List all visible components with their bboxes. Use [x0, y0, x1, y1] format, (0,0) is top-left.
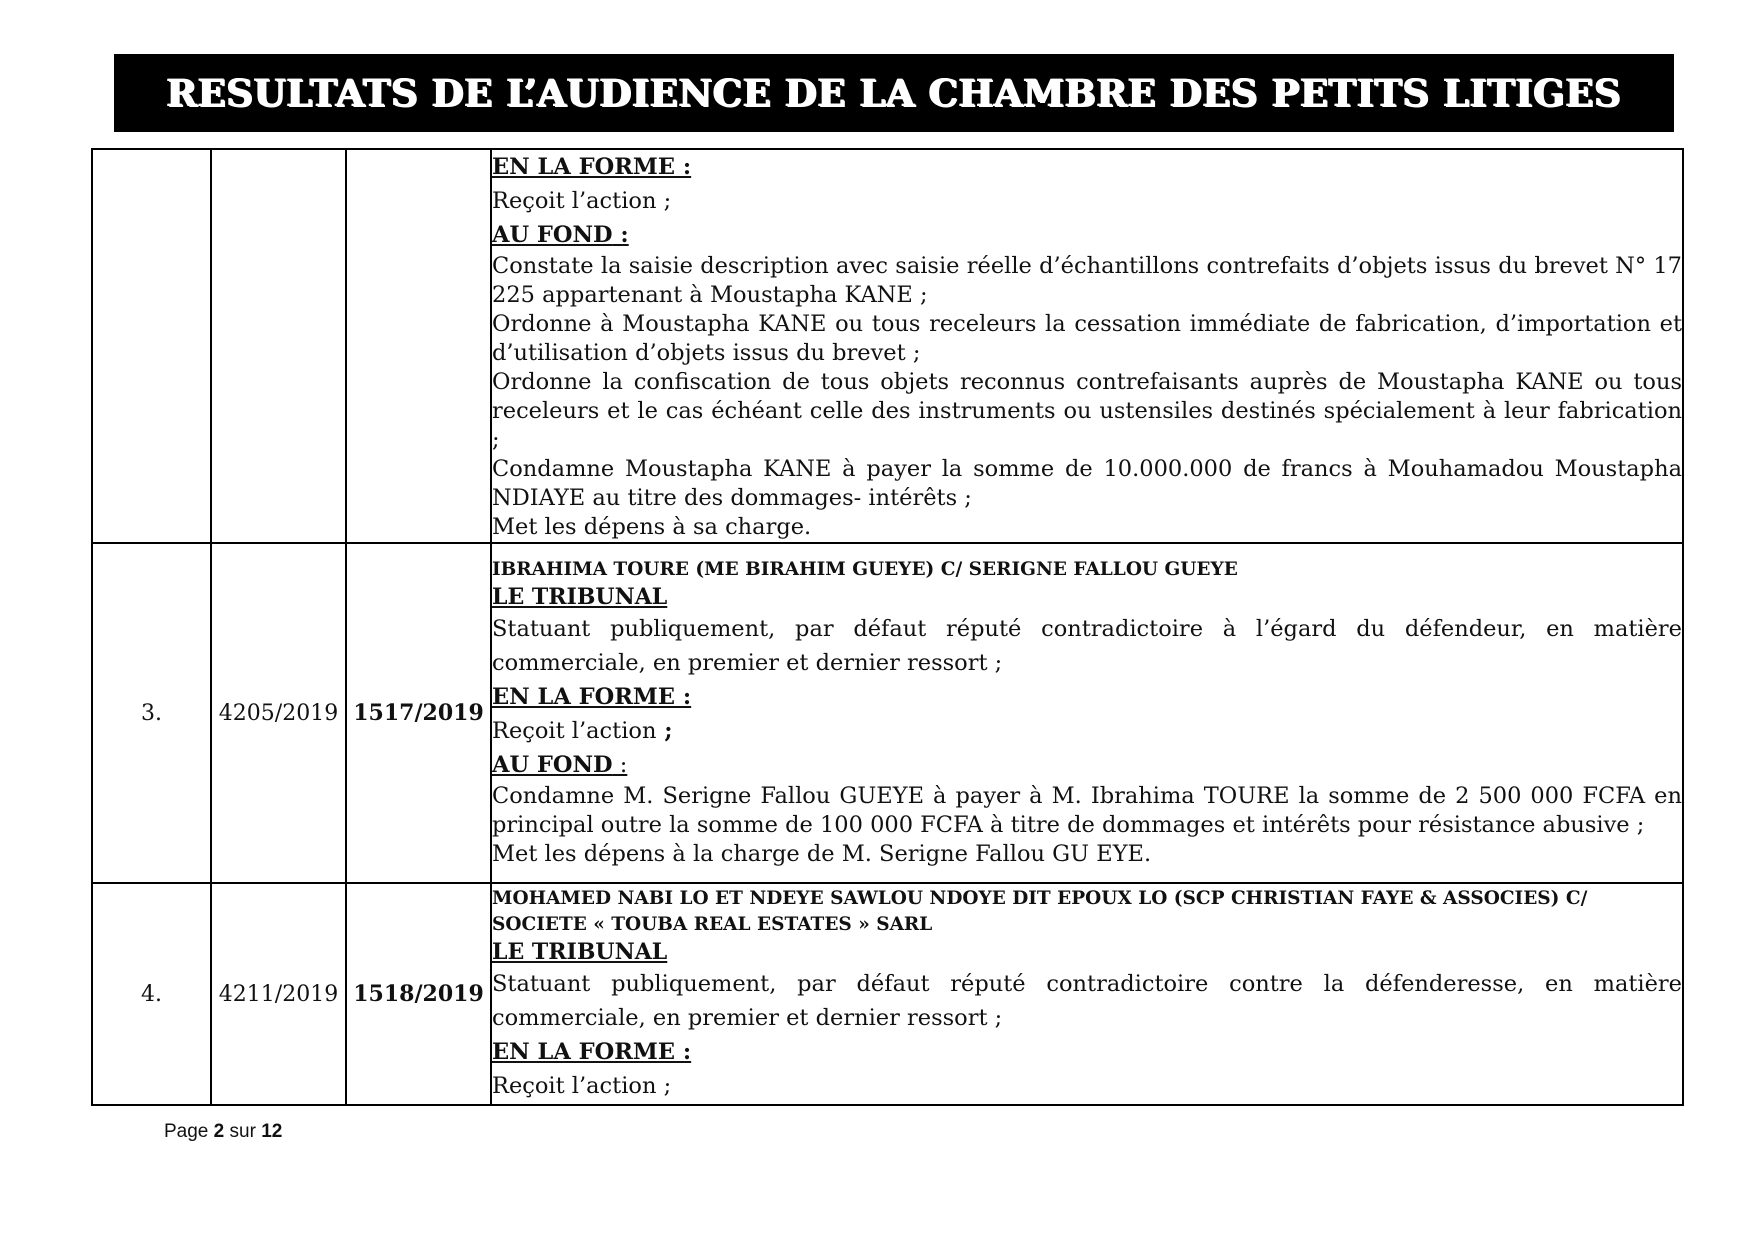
page-banner	[114, 54, 1674, 132]
forme-heading: EN LA FORME :	[492, 1038, 692, 1065]
judgment-number-cell	[346, 149, 491, 543]
page-footer	[164, 1121, 282, 1143]
role-number-cell: 4205/2019	[211, 543, 346, 883]
fond-heading: AU FOND :	[492, 752, 628, 778]
judgment-number-cell: 1518/2019	[346, 883, 491, 1105]
results-table	[91, 148, 1684, 1106]
fond-paragraph: Constate la saisie description avec saisie réelle d’échantillons contrefaits d’objets issus du brevet N° 17 225 appartenant à Moustapha KANE ;	[492, 253, 1682, 308]
table-row	[92, 543, 1683, 883]
banner-title: RESULTATS DE L’AUDIENCE DE LA CHAMBRE DES PETITS LITIGES	[166, 71, 1622, 115]
decision-cell	[491, 883, 1683, 1105]
judgment-number-cell: 1517/2019	[346, 543, 491, 883]
case-number-cell: 3.	[92, 543, 211, 883]
decision-cell	[491, 149, 1683, 543]
forme-text: Reçoit l’action ;	[492, 1072, 672, 1099]
decision-cell	[491, 543, 1683, 883]
fond-paragraph: Ordonne la confiscation de tous objets reconnus contrefaisants auprès de Moustapha KANE ou tous receleurs et le cas échéant celle des instruments ou ustensiles destinés spécialement à leur fabrication ;	[492, 369, 1682, 453]
table-row	[92, 883, 1683, 1105]
role-number-cell	[211, 149, 346, 543]
tribunal-heading: LE TRIBUNAL	[492, 938, 668, 965]
page-label: Page	[164, 1121, 209, 1142]
fond-paragraph: Condamne Moustapha KANE à payer la somme de 10.000.000 de francs à Mouhamadou Moustapha NDIAYE au titre des dommages- intérêts ;	[492, 456, 1682, 511]
sur-label: sur	[229, 1121, 256, 1142]
forme-text: Reçoit l’action ;	[492, 188, 672, 214]
tribunal-heading: LE TRIBUNAL	[492, 584, 668, 610]
forme-heading: EN LA FORME :	[492, 154, 692, 180]
role-number-cell: 4211/2019	[211, 883, 346, 1105]
case-number-cell: 4.	[92, 883, 211, 1105]
fond-paragraph: Condamne M. Serigne Fallou GUEYE à payer à M. Ibrahima TOURE la somme de 2 500 000 FCFA en principal outre la somme de 100 000 FCFA à titre de dommages et intérêts pour résistance abusive ;	[492, 783, 1682, 838]
parties-heading: MOHAMED NABI LO ET NDEYE SAWLOU NDOYE DIT EPOUX LO (SCP CHRISTIAN FAYE & ASSOCIES) C/ SOCIETE « TOUBA REAL ESTATES » SARL	[492, 887, 1588, 935]
fond-heading: AU FOND :	[492, 222, 629, 248]
fond-paragraph: Met les dépens à sa charge.	[492, 514, 812, 540]
statuant-text: Statuant publiquement, par défaut réputé contradictoire à l’égard du défendeur, en matière commerciale, en premier et dernier ressort ;	[492, 616, 1682, 676]
fond-paragraph: Ordonne à Moustapha KANE ou tous receleurs la cessation immédiate de fabrication, d’importation et d’utilisation d’objets issus du brevet ;	[492, 311, 1682, 366]
page-total: 12	[261, 1121, 283, 1142]
forme-heading: EN LA FORME :	[492, 684, 692, 710]
forme-text: Reçoit l’action ;	[492, 718, 673, 744]
parties-heading: IBRAHIMA TOURE (ME BIRAHIM GUEYE) C/ SERIGNE FALLOU GUEYE	[492, 559, 1238, 580]
table-row	[92, 149, 1683, 543]
page-number: 2	[213, 1121, 225, 1142]
fond-paragraph: Met les dépens à la charge de M. Serigne Fallou GU EYE.	[492, 841, 1152, 867]
case-number-cell	[92, 149, 211, 543]
statuant-text: Statuant publiquement, par défaut réputé contradictoire contre la défenderesse, en matière commerciale, en premier et dernier ressort ;	[492, 970, 1682, 1031]
